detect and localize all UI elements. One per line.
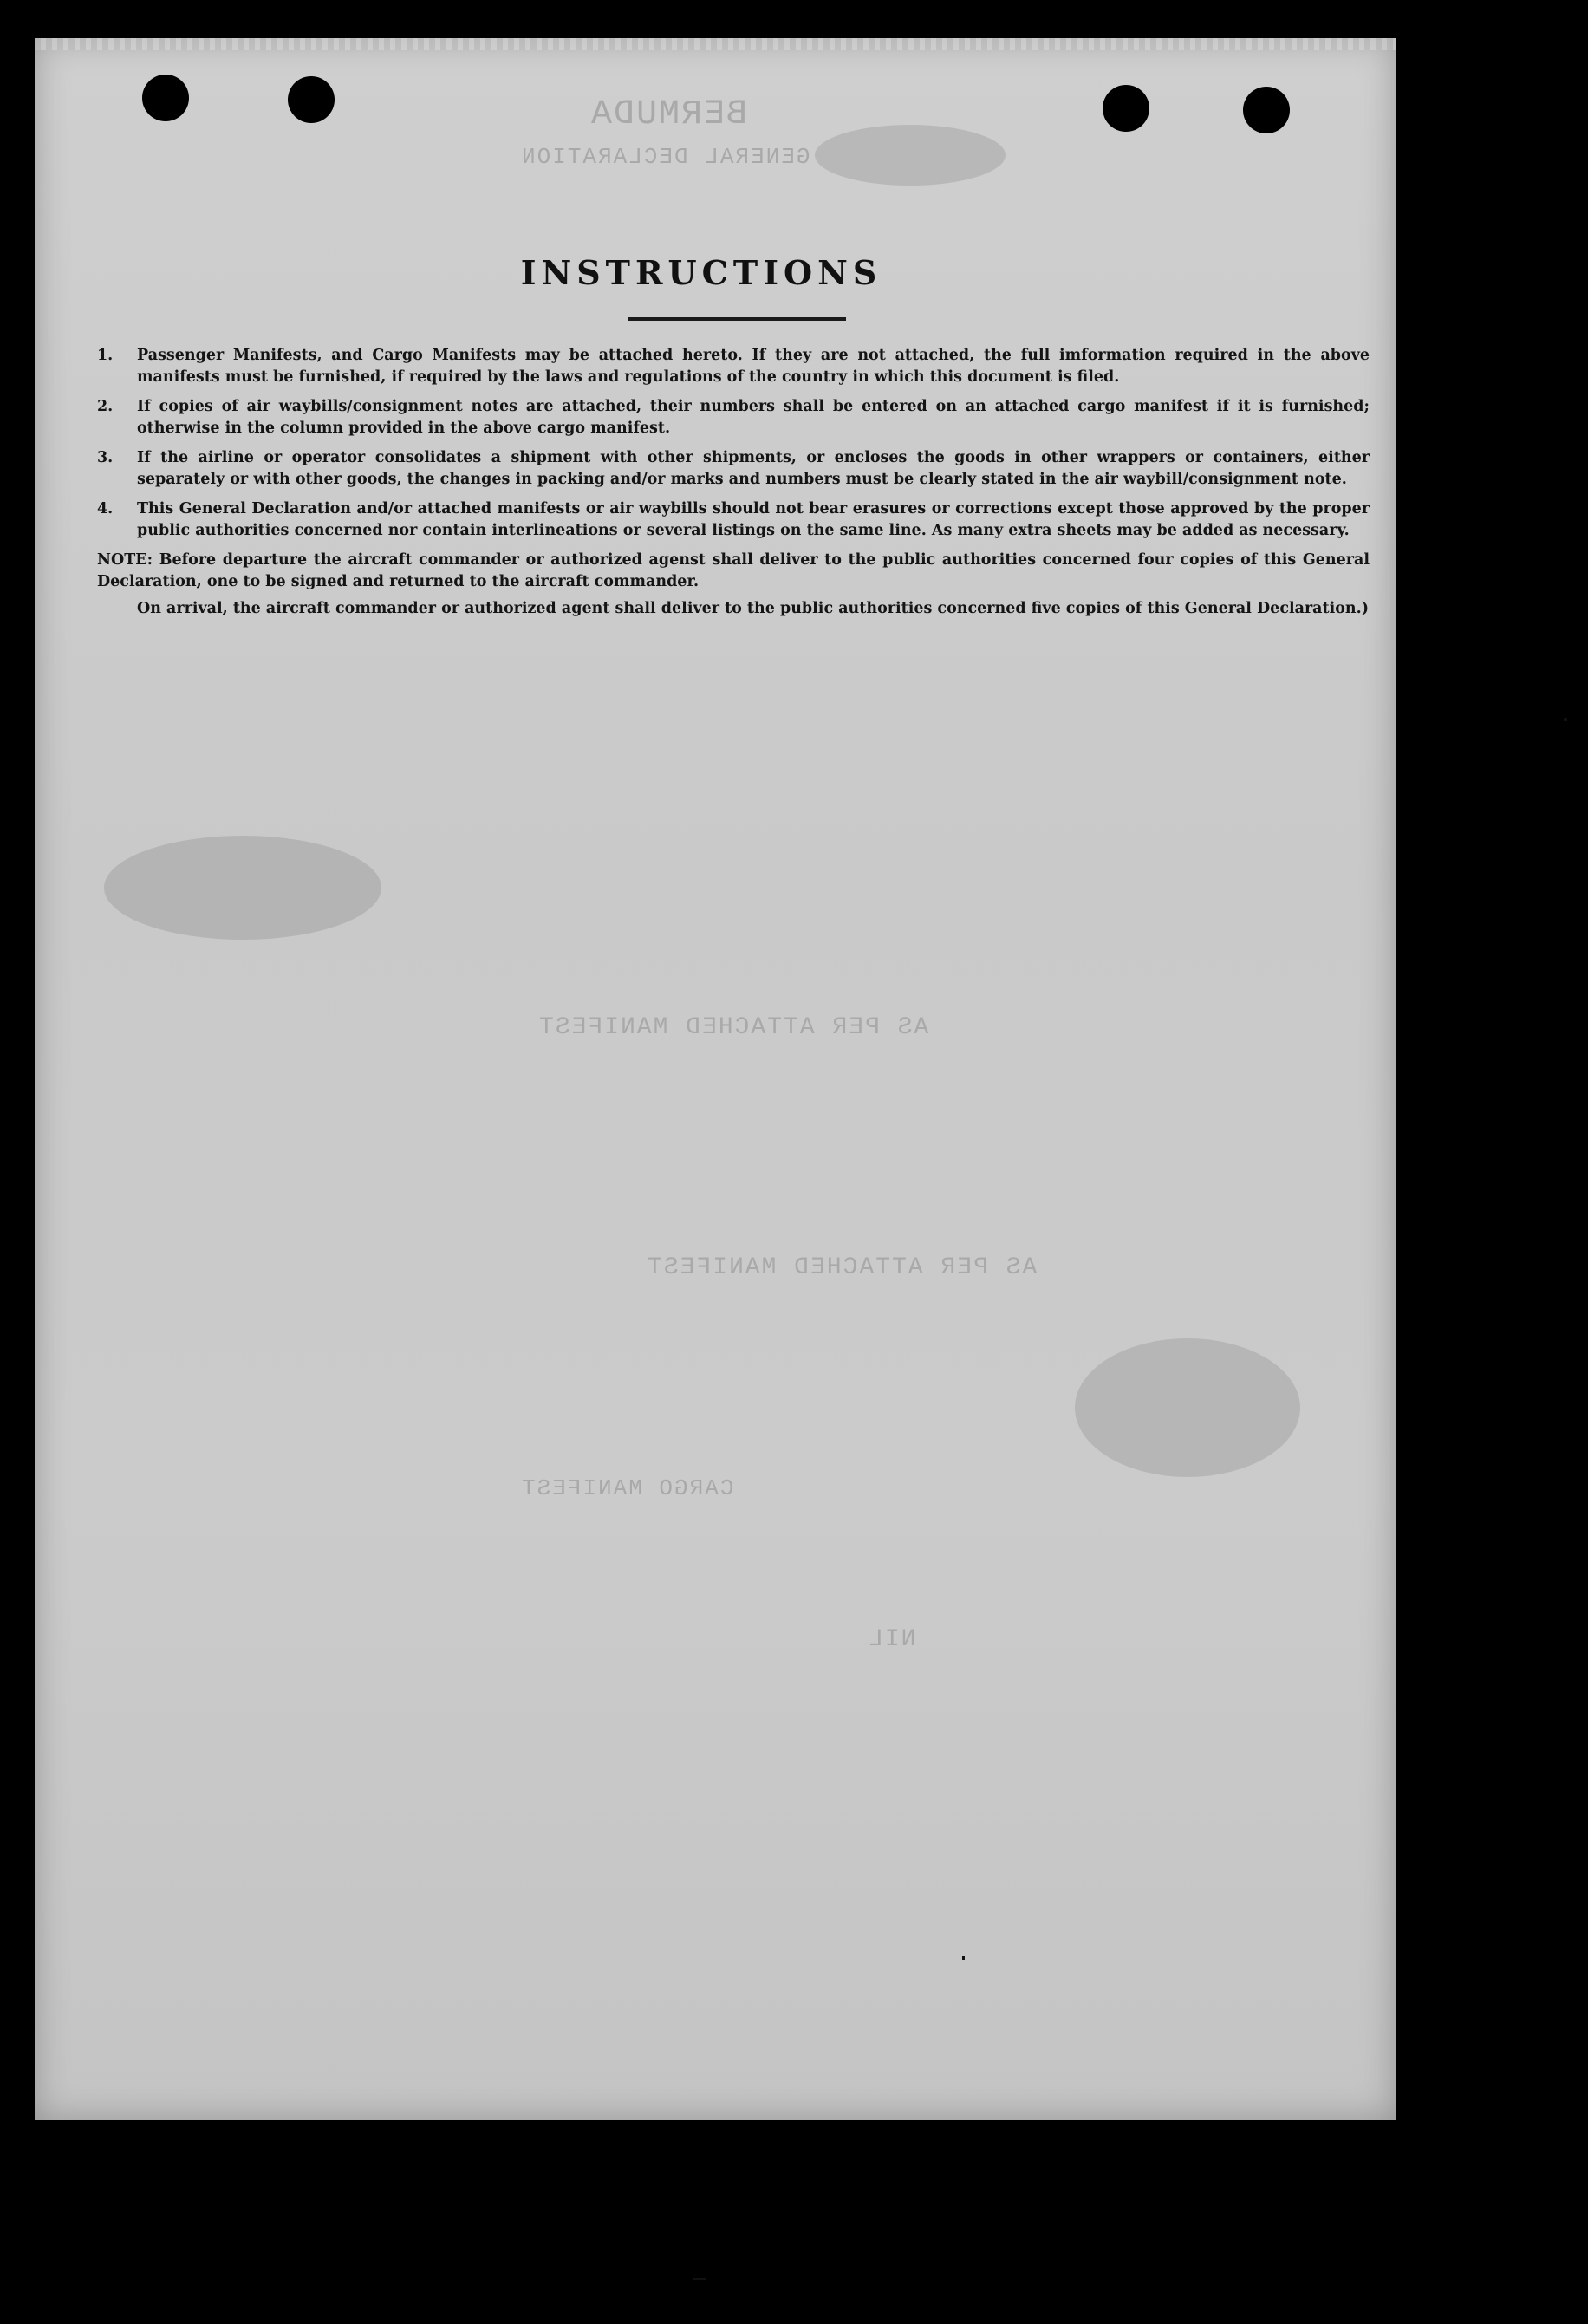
punch-hole-1 xyxy=(142,75,189,121)
ink-smudge xyxy=(815,125,1006,186)
note-second: On arrival, the aircraft commander or authorized agent shall deliver to the public authorities concerned five copies of this General Declaration.) xyxy=(137,600,1370,617)
ink-smudge xyxy=(1075,1338,1300,1477)
instructions-list xyxy=(97,345,1370,625)
item-text: If the airline or operator consolidates a shipment with other shipments, or encloses the goods in other wrappers or containers, either separately or with other goods, the changes in packing and/or marks and numbers must be clearly stated in the air waybill/consignment note. xyxy=(137,449,1370,488)
list-item xyxy=(97,498,1370,542)
punch-hole-4 xyxy=(1243,87,1290,133)
list-item xyxy=(97,396,1370,439)
item-text: Passenger Manifests, and Cargo Manifests may be attached hereto. If they are not attached, the full imformation required in the above manifests must be furnished, if required by the laws and regulations of the country in which this document is filed. xyxy=(137,347,1370,386)
list-item xyxy=(97,447,1370,491)
item-text: This General Declaration and/or attached manifests or air waybills should not bear erasures or corrections except those approved by the proper public authorities concerned nor contain interlineations or several listings on the same line. As many extra sheets may be added as necessary. xyxy=(137,500,1370,539)
title-underline xyxy=(628,317,846,321)
item-number: 4. xyxy=(97,500,114,518)
scan-speck xyxy=(1564,718,1567,721)
punch-hole-3 xyxy=(1103,85,1149,132)
page-title: INSTRUCTIONS xyxy=(520,253,882,292)
punch-hole-2 xyxy=(288,76,335,123)
bleed-through-line: AS PER ATTACHED MANIFEST xyxy=(646,1254,1038,1281)
item-number: 1. xyxy=(97,347,114,364)
bleed-through-line: AS PER ATTACHED MANIFEST xyxy=(537,1014,929,1041)
bleed-through-line: NIL xyxy=(867,1626,916,1653)
bleed-through-line: CARGO MANIFEST xyxy=(520,1475,734,1501)
ink-smudge xyxy=(104,836,381,940)
bleed-through-heading: BERMUDA xyxy=(589,95,748,134)
note-first: NOTE: Before departure the aircraft commander or authorized agenst shall deliver to the public authorities concerned four copies of this General Declaration, one to be signed and returned to the aircraft commander. xyxy=(97,551,1370,590)
list-item xyxy=(97,345,1370,388)
item-text: If copies of air waybills/consignment notes are attached, their numbers shall be entered on an attached cargo manifest if it is furnished; otherwise in the column provided in the above cargo manifest. xyxy=(137,398,1370,437)
item-number: 2. xyxy=(97,398,114,415)
item-number: 3. xyxy=(97,449,114,466)
scan-speck xyxy=(962,1956,965,1960)
note-block xyxy=(97,550,1370,620)
scan-speck xyxy=(693,2278,706,2280)
bleed-through-subheading: GENERAL DECLARATION xyxy=(520,144,810,170)
